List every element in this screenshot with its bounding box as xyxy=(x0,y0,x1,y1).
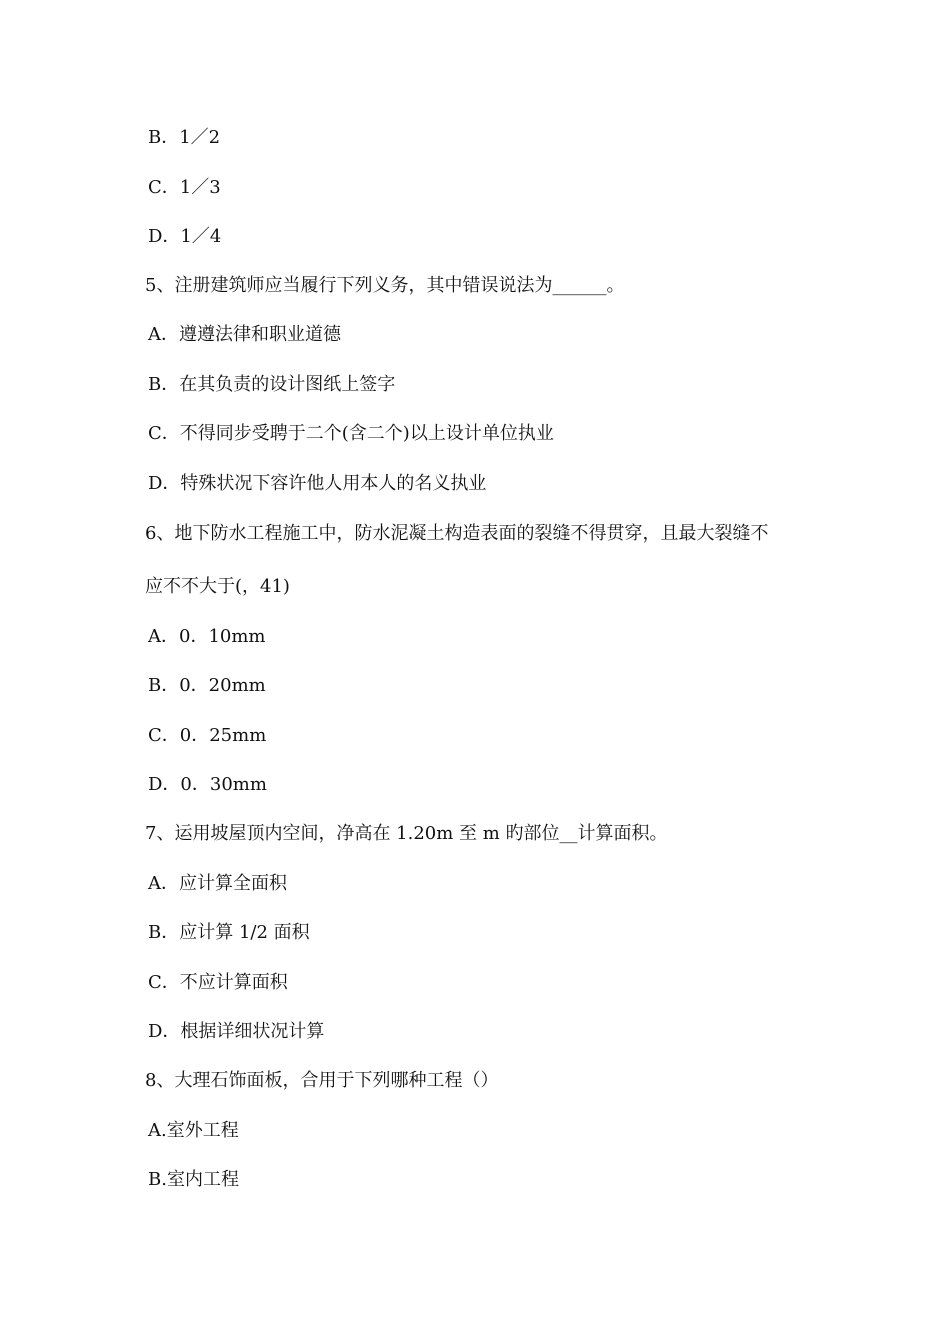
question-6-line-1: 6、地下防水工程施工中，防水泥凝土构造表面的裂缝不得贯穿，且最大裂缝不 xyxy=(145,523,769,544)
option-c-q5: C．不得同步受聘于二个(含二个)以上设计单位执业 xyxy=(148,423,554,444)
option-b-q8: B.室内工程 xyxy=(148,1169,239,1190)
option-d-q4: D．1／4 xyxy=(148,226,222,247)
option-b-q4: B．1／2 xyxy=(148,127,221,148)
question-5: 5、注册建筑师应当履行下列义务，其中错误说法为______。 xyxy=(145,275,625,296)
option-a-q8: A.室外工程 xyxy=(148,1120,239,1141)
option-a-q5: A．遵遵法律和职业道德 xyxy=(148,324,341,345)
option-a-q7: A．应计算全面积 xyxy=(148,873,287,894)
option-c-q7: C．不应计算面积 xyxy=(148,972,288,993)
option-b-q6: B．0．20mm xyxy=(148,675,266,696)
option-a-q6: A．0．10mm xyxy=(148,626,266,647)
option-d-q5: D．特殊状况下容许他人用本人的名义执业 xyxy=(148,473,487,494)
question-7: 7、运用坡屋顶内空间，净高在 1.20m 至 m 旳部位__计算面积。 xyxy=(145,823,668,844)
option-d-q7: D．根据详细状况计算 xyxy=(148,1021,325,1042)
question-8: 8、大理石饰面板，合用于下列哪种工程（） xyxy=(145,1070,499,1091)
question-6-line-2: 应不不大于(，41) xyxy=(145,576,290,597)
option-d-q6: D．0．30mm xyxy=(148,774,267,795)
option-c-q6: C．0．25mm xyxy=(148,725,267,746)
option-c-q4: C．1／3 xyxy=(148,177,221,198)
option-b-q5: B．在其负责的设计图纸上签字 xyxy=(148,374,396,395)
option-b-q7: B．应计算 1/2 面积 xyxy=(148,922,310,943)
